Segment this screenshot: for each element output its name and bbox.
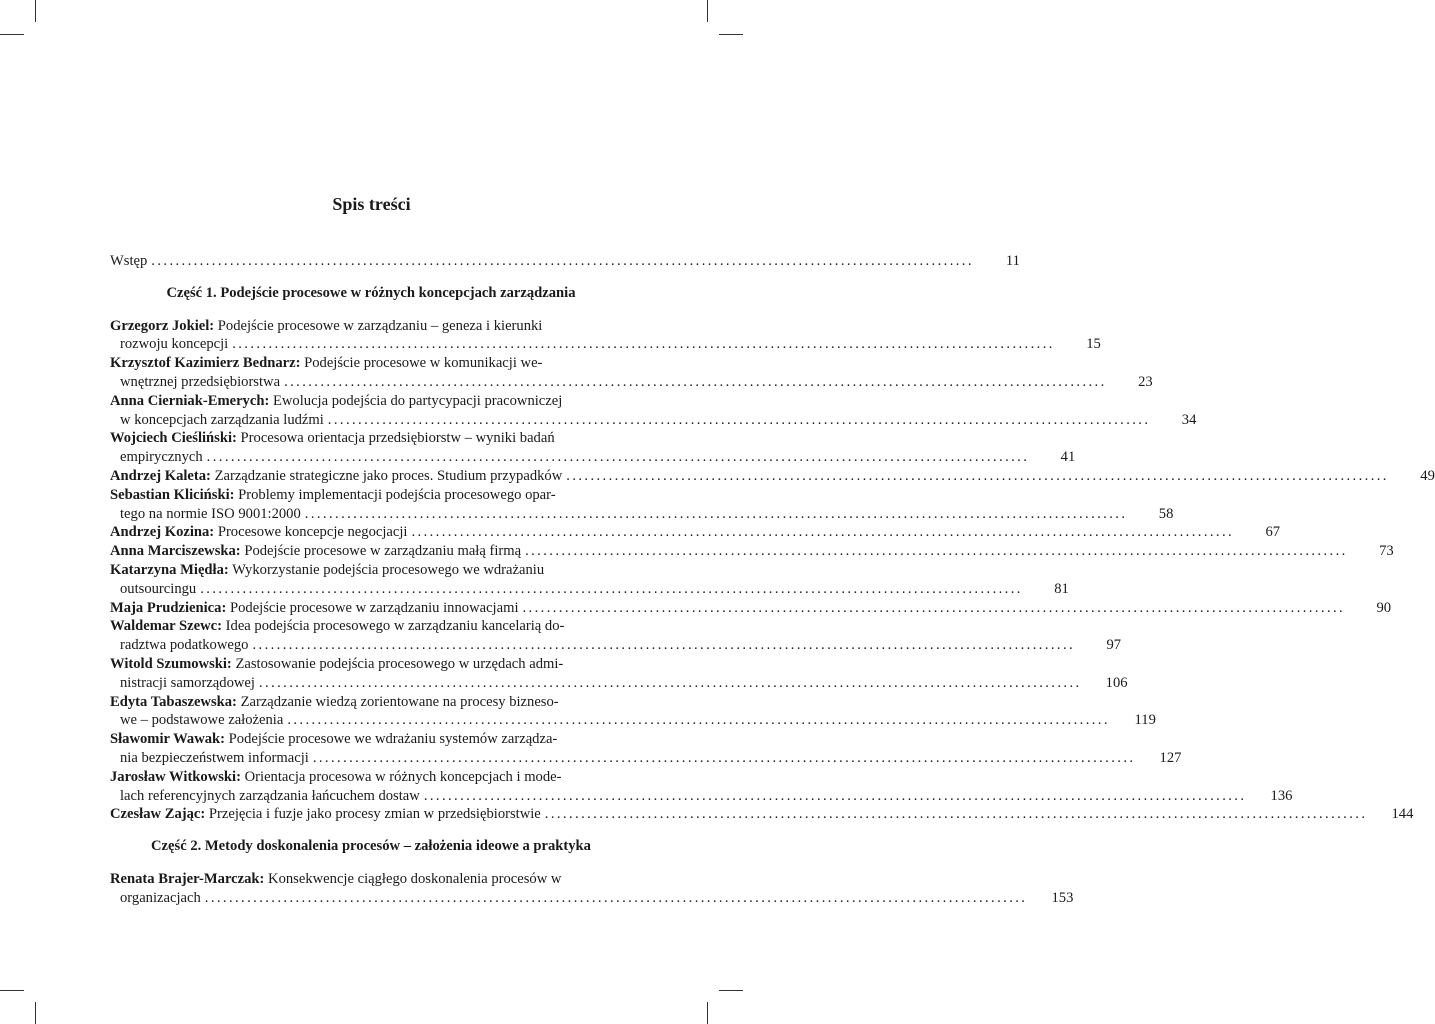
page-number: 58 (1158, 505, 1174, 522)
entry-title-start: Podejście procesowe w zarządzaniu – geneza i kierunki (217, 317, 543, 334)
entry-title-start: Podejście procesowe we wdrażaniu systemów zarządza- (228, 731, 558, 748)
entry-author: Krzysztof Kazimierz Bednarz: (110, 355, 301, 372)
page-title: Spis treści (332, 194, 411, 214)
entry-line (110, 542, 521, 561)
leader-dots: ........................................................................................................................................ (522, 599, 1346, 616)
entry-author: Anna Cierniak-Emerych: (110, 392, 270, 409)
part-heading: Część 2. Metody doskonalenia procesów – założenia ideowe a praktyka (151, 838, 591, 855)
entry-title-start: Procesowa orientacja przedsiębiorstw – wyniki badań (240, 430, 555, 447)
toc-parts (110, 284, 1435, 908)
entry-title-start: Zarządzanie wiedzą zorientowane na procesy bizneso- (240, 693, 559, 710)
entry-title-end: Zarządzanie strategiczne jako proces. Studium przypadków (214, 467, 563, 484)
leader-dots: ........................................................................................................................................ (327, 411, 1151, 428)
toc-entry[interactable] (110, 805, 1414, 824)
page-number: 41 (1060, 449, 1076, 466)
entry-author: Anna Marciszewska: (110, 543, 241, 560)
entry-title-end: tego na normie ISO 9001:2000 (120, 505, 301, 522)
entry-author: Andrzej Kozina: (110, 524, 215, 541)
toc-entry[interactable] (110, 870, 1074, 908)
entry-title-end: rozwoju koncepcji (120, 336, 229, 353)
entry-title-end: nistracji samorządowej (120, 674, 255, 691)
page-number: 49 (1420, 467, 1435, 484)
entry-title-end: nia bezpieczeństwem informacji (120, 749, 309, 766)
entry-title-start: Idea podejścia procesowego w zarządzaniu kancelarią do- (225, 618, 565, 635)
crop-mark (0, 34, 24, 35)
page-number: 144 (1391, 806, 1414, 823)
toc-entry[interactable] (110, 730, 1182, 768)
toc-entry[interactable] (110, 317, 1101, 355)
entry-title-end: we – podstawowe założenia (120, 712, 284, 729)
leader-dots: ........................................................................................................................................ (566, 467, 1389, 484)
page-number: 119 (1134, 712, 1156, 729)
entry-author: Maja Prudzienica: (110, 599, 227, 616)
page-number: 90 (1376, 599, 1392, 616)
leader-dots: ........................................................................................................................................ (544, 806, 1368, 823)
entry-title-end: wnętrznej przedsiębiorstwa (120, 373, 281, 390)
page-number: 81 (1054, 580, 1069, 597)
leader-dots: ........................................................................................................................................ (206, 449, 1030, 466)
toc-entry[interactable] (110, 768, 1293, 806)
page-number: 106 (1105, 674, 1128, 691)
page-number: 136 (1270, 787, 1293, 804)
entry-title-start: Podejście procesowe w komunikacji we- (304, 355, 543, 372)
crop-mark (719, 990, 743, 991)
entry-title-start: Orientacja procesowa w różnych koncepcjach i mode- (244, 768, 562, 785)
entry-title-end: empirycznych (120, 449, 203, 466)
entry-author: Sebastian Kliciński: (110, 486, 235, 503)
entry-author: Renata Brajer-Marczak: (110, 870, 265, 887)
toc-entry[interactable] (110, 467, 1435, 486)
leader-dots: ........................................................................................................................................ (204, 889, 1028, 906)
toc-entry[interactable] (110, 655, 1128, 693)
entry-title-end: organizacjach (120, 889, 201, 906)
leader-dots: ........................................................................................................................................ (312, 749, 1136, 766)
toc-entry[interactable] (110, 693, 1156, 731)
entry-title-end: Podejście procesowe w zarządzaniu innowacjami (229, 599, 519, 616)
leader-dots: ........................................................................................................................................ (200, 580, 1023, 597)
entry-title-end: Procesowe koncepcje negocjacji (217, 524, 408, 541)
entry-author: Grzegorz Jokiel: (110, 317, 215, 334)
toc-entry[interactable] (110, 354, 1153, 392)
toc-entry[interactable] (110, 486, 1174, 524)
crop-mark (719, 34, 743, 35)
entry-author: Jarosław Witkowski: (110, 768, 241, 785)
toc-entry[interactable] (110, 429, 1076, 467)
leader-dots: ........................................................................................................................................ (423, 787, 1247, 804)
entry-title-end: lach referencyjnych zarządzania łańcuchem dostaw (120, 787, 420, 804)
toc-entry[interactable] (110, 617, 1122, 655)
page-number: 34 (1181, 411, 1197, 428)
entry-title-end: Podejście procesowe w zarządzaniu małą firmą (244, 543, 522, 560)
toc-entry[interactable] (110, 392, 1197, 430)
toc-entry[interactable] (110, 561, 1069, 599)
leader-dots: ........................................................................................................................................ (525, 543, 1348, 560)
entry-title-end: outsourcingu (120, 580, 197, 597)
crop-mark (707, 1002, 708, 1024)
entry-line (110, 523, 407, 542)
page-number: 97 (1106, 637, 1122, 654)
toc-entry[interactable] (110, 542, 1394, 561)
leader-dots: ........................................................................................................................................ (151, 253, 974, 269)
entry-author: Andrzej Kaleta: (110, 467, 211, 484)
leader-dots: ........................................................................................................................................ (232, 336, 1055, 353)
crop-mark (707, 0, 708, 22)
page-number: 67 (1265, 524, 1281, 541)
leader-dots: ........................................................................................................................................ (411, 524, 1235, 541)
entry-line (110, 599, 519, 618)
page-number: 127 (1159, 749, 1182, 766)
entry-title-start: Problemy implementacji podejścia procesowego opar- (238, 486, 556, 503)
entry-author: Witold Szumowski: (110, 655, 232, 672)
toc-entry-intro[interactable] (110, 252, 1020, 271)
part-heading: Część 1. Podejście procesowe w różnych koncepcjach zarządzania (166, 284, 576, 301)
entry-author: Katarzyna Międła: (110, 561, 229, 578)
page-number: 11 (1005, 253, 1020, 269)
entry-title-end: radztwa podatkowego (120, 637, 249, 654)
page-number: 23 (1138, 373, 1153, 390)
entry-author: Wojciech Cieśliński: (110, 430, 237, 447)
toc-entry[interactable] (110, 599, 1392, 618)
entry-title-start: Konsekwencje ciągłego doskonalenia procesów w (268, 870, 562, 887)
entry-line (110, 805, 541, 824)
entry-line (110, 467, 562, 486)
entry-title-end: Przejęcia i fuzje jako procesy zmian w przedsiębiorstwie (208, 806, 541, 823)
leader-dots: ........................................................................................................................................ (252, 637, 1076, 654)
leader-dots: ........................................................................................................................................ (284, 373, 1107, 390)
page-number: 153 (1051, 889, 1074, 906)
entry-author: Czesław Zając: (110, 806, 206, 823)
entry-title-start: Ewolucja podejścia do partycypacji pracowniczej (272, 392, 563, 409)
leader-dots: ........................................................................................................................................ (304, 505, 1128, 522)
entry-title-start: Wykorzystanie podejścia procesowego we wdrażaniu (232, 561, 545, 578)
leader-dots: ........................................................................................................................................ (258, 674, 1082, 691)
table-of-contents (110, 252, 1435, 908)
entry-author: Waldemar Szewc: (110, 618, 222, 635)
entry-title-end: w koncepcjach zarządzania ludźmi (120, 411, 324, 428)
toc-entry[interactable] (110, 523, 1281, 542)
page-number: 73 (1379, 543, 1394, 560)
leader-dots: ........................................................................................................................................ (287, 712, 1110, 729)
page-number: 15 (1086, 336, 1101, 353)
entry-title-start: Zastosowanie podejścia procesowego w urzędach admi- (235, 655, 564, 672)
crop-mark (35, 0, 36, 22)
crop-mark (0, 990, 24, 991)
crop-mark (35, 1002, 36, 1024)
entry-title: Wstęp (110, 253, 148, 269)
entry-author: Sławomir Wawak: (110, 731, 226, 748)
entry-author: Edyta Tabaszewska: (110, 693, 237, 710)
